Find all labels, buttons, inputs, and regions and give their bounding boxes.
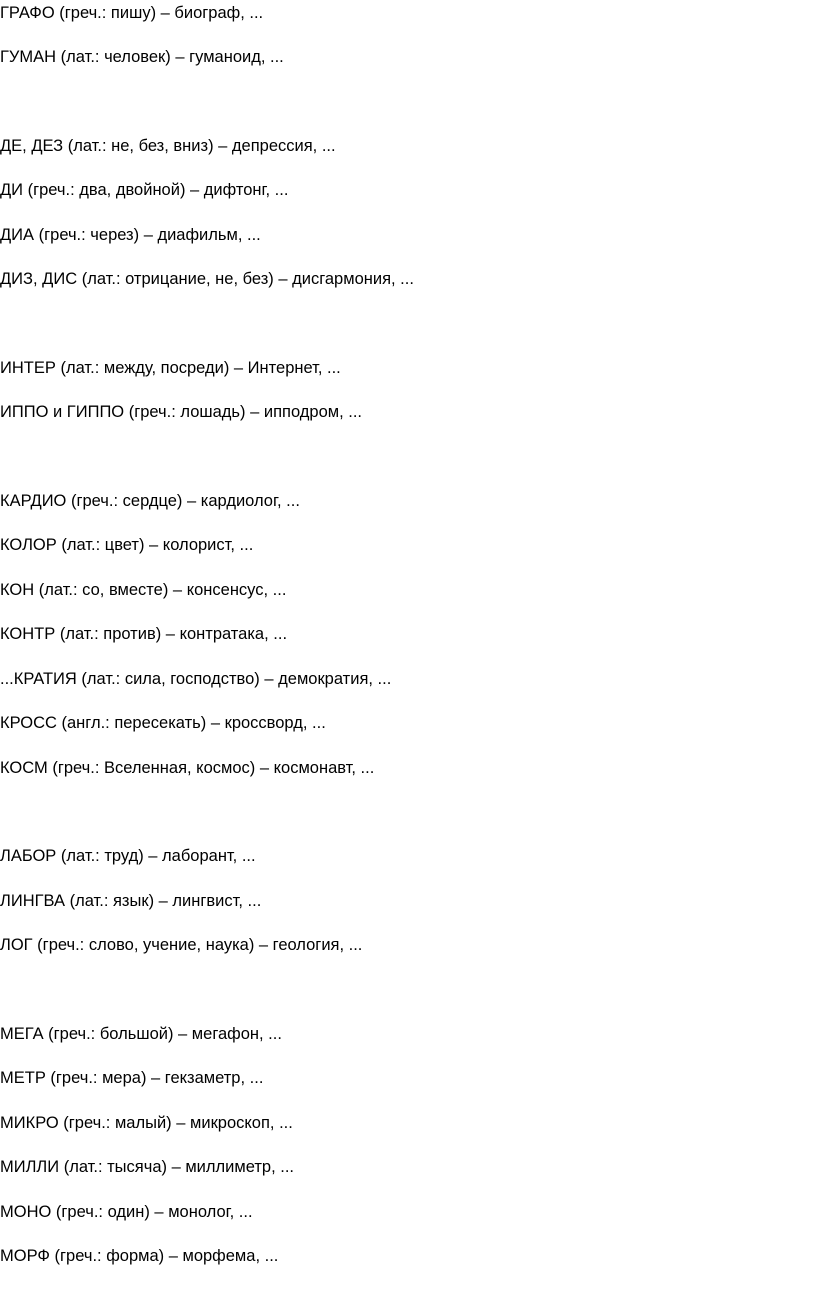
entry-mono: МОНО (греч.: один) – монолог, ...: [0, 1203, 253, 1221]
entry-milli: МИЛЛИ (лат.: тысяча) – миллиметр, ...: [0, 1158, 294, 1176]
entry-mega: МЕГА (греч.: большой) – мегафон, ...: [0, 1025, 282, 1043]
entry-de-dez: ДЕ, ДЕЗ (лат.: не, без, вниз) – депрессия, ...: [0, 137, 336, 155]
entry-kratiya: ...КРАТИЯ (лат.: сила, господство) – демократия, ...: [0, 670, 392, 688]
entry-grafo: ГРАФО (греч.: пишу) – биограф, ...: [0, 4, 264, 22]
entry-kardio: КАРДИО (греч.: сердце) – кардиолог, ...: [0, 492, 300, 510]
entry-log: ЛОГ (греч.: слово, учение, наука) – геология, ...: [0, 936, 363, 954]
entry-dia: ДИА (греч.: через) – диафильм, ...: [0, 226, 261, 244]
entry-mikro: МИКРО (греч.: малый) – микроскоп, ...: [0, 1114, 293, 1132]
entry-diz-dis: ДИЗ, ДИС (лат.: отрицание, не, без) – дисгармония, ...: [0, 270, 414, 288]
entry-kolor: КОЛОР (лат.: цвет) – колорист, ...: [0, 536, 254, 554]
entry-inter: ИНТЕР (лат.: между, посреди) – Интернет, ...: [0, 359, 341, 377]
entry-kosm: КОСМ (греч.: Вселенная, космос) – космонавт, ...: [0, 759, 375, 777]
entry-morf: МОРФ (греч.: форма) – морфема, ...: [0, 1247, 279, 1265]
entry-labor: ЛАБОР (лат.: труд) – лаборант, ...: [0, 847, 256, 865]
entry-kontr: КОНТР (лат.: против) – контратака, ...: [0, 625, 288, 643]
entry-di: ДИ (греч.: два, двойной) – дифтонг, ...: [0, 181, 289, 199]
entry-kross: КРОСС (англ.: пересекать) – кроссворд, ...: [0, 714, 326, 732]
entry-metr: МЕТР (греч.: мера) – гекзаметр, ...: [0, 1069, 264, 1087]
entry-lingva: ЛИНГВА (лат.: язык) – лингвист, ...: [0, 892, 262, 910]
entry-guman: ГУМАН (лат.: человек) – гуманоид, ...: [0, 48, 284, 66]
entry-ippo: ИППО и ГИППО (греч.: лошадь) – ипподром, ...: [0, 403, 363, 421]
entry-kon: КОН (лат.: со, вместе) – консенсус, ...: [0, 581, 287, 599]
